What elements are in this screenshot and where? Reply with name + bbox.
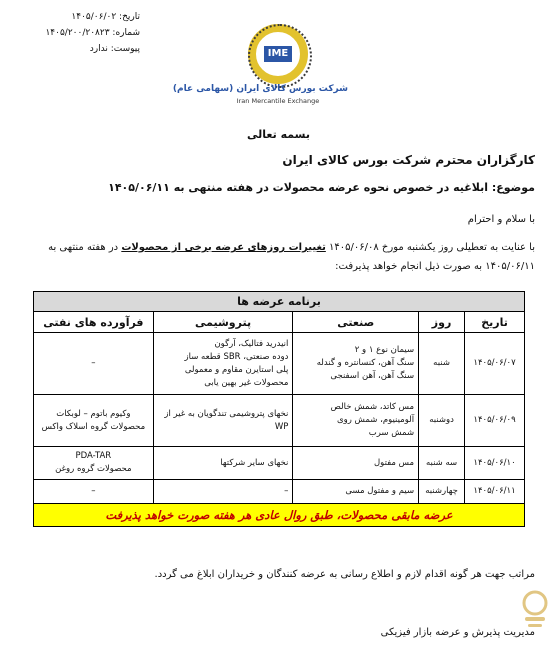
- schedule-row: [34, 333, 525, 395]
- cell-petrochemical-line: انیدرید فتالیک، آرگون: [214, 338, 289, 349]
- letter-meta: [20, 9, 140, 57]
- cell-date: ۱۴۰۵/۰۶/۱۱: [465, 480, 525, 504]
- cell-oil: [34, 395, 154, 447]
- logo-name-fa: شرکت بورس کالای ایران (سهامی عام): [172, 84, 348, 94]
- cell-date: ۱۴۰۵/۰۶/۱۰: [465, 447, 525, 480]
- cell-industrial-line: سنگ آهن، کنسانتره و گندله: [316, 358, 415, 368]
- schedule-title-row: [34, 292, 525, 312]
- logo-mark: IME: [264, 46, 292, 62]
- schedule-title: برنامه عرضه ها: [34, 292, 525, 312]
- cell-industrial-line: سنگ آهن، آهن اسفنجی: [330, 371, 415, 381]
- cell-oil-line: محصولات گروه روغن: [55, 464, 132, 474]
- cell-industrial: [293, 333, 419, 395]
- number-label: شماره:: [112, 28, 140, 38]
- cell-oil-line: PDA-TAR: [75, 451, 112, 461]
- kala-khabar-watermark: [517, 587, 553, 632]
- attachment-value: ندارد: [89, 44, 108, 54]
- schedule-row: [34, 395, 525, 447]
- attachment-label: پیوست:: [110, 44, 140, 54]
- cell-industrial-line: مس مفتول: [374, 457, 415, 468]
- cell-petrochemical: [153, 480, 293, 504]
- cell-petrochemical: [153, 395, 293, 447]
- attachment-row: [20, 41, 140, 57]
- cell-industrial: [293, 447, 419, 480]
- cell-petrochemical: [153, 333, 293, 395]
- schedule-row: [34, 447, 525, 480]
- invocation: بسمه تعالی: [247, 128, 310, 141]
- subject-line: موضوع: ابلاغیه در خصوص نحوه عرضه محصولات در هفته منتهی به ۱۴۰۵/۰۶/۱۱: [108, 181, 535, 194]
- schedule-footer-row: [34, 504, 525, 527]
- logo-name-en: Iran Mercantile Exchange: [236, 97, 320, 105]
- body-line-1: [48, 242, 535, 253]
- cell-industrial-line: شمش سرب: [368, 428, 415, 438]
- cell-industrial-line: آلومینیوم، شمش روی: [336, 415, 415, 425]
- cell-oil-line: محصولات گروه اسلاک واکس: [41, 421, 146, 432]
- cell-date: ۱۴۰۵/۰۶/۰۷: [465, 333, 525, 395]
- cell-petrochemical-line: نخهای سایر شرکتها: [220, 457, 289, 468]
- body-line-1-emphasis: تغییرات روزهای عرضه برخی از محصولات: [121, 242, 326, 253]
- cell-industrial: [293, 480, 419, 504]
- cell-industrial-line: سیم و مفتول مسی: [345, 486, 415, 496]
- cell-petrochemical-line: نخهای پتروشیمی تندگویان به غیر از WP: [164, 408, 289, 432]
- cell-petrochemical-line: –: [284, 486, 289, 496]
- header-day: روز: [419, 312, 465, 333]
- date-row: [20, 9, 140, 25]
- cell-day: چهارشنبه: [419, 480, 465, 504]
- schedule-footer: عرضه مابقی محصولات، طبق روال عادی هر هفته صورت خواهد پذیرفت: [34, 504, 525, 527]
- ime-logo: [172, 24, 348, 106]
- cell-industrial: [293, 395, 419, 447]
- cell-petrochemical-line: دوده صنعتی، SBR قطعه ساز: [184, 351, 289, 362]
- addressee: کارگزاران محترم شرکت بورس کالای ایران: [282, 153, 535, 167]
- date-value: ۱۴۰۵/۰۶/۰۲: [71, 12, 117, 22]
- schedule-row: [34, 480, 525, 504]
- body-line-2: ۱۴۰۵/۰۶/۱۱ به صورت ذیل انجام خواهد پذیرفت:: [335, 261, 535, 272]
- greeting: با سلام و احترام: [467, 214, 535, 225]
- cell-oil: [34, 480, 154, 504]
- cell-industrial-line: مس کاتد، شمش خالص: [330, 402, 415, 412]
- cell-petrochemical: [153, 447, 293, 480]
- schedule-table: [33, 291, 525, 527]
- cell-oil-line: –: [91, 486, 96, 496]
- body-line-1-post: در هفته منتهی به: [48, 242, 119, 253]
- header-date: تاریخ: [465, 312, 525, 333]
- body-line-1-pre: با عنایت به تعطیلی روز یکشنبه مورخ ۱۴۰۵/۰۶/۰۸: [329, 242, 535, 253]
- header-petrochemical: پتروشیمی: [153, 312, 293, 333]
- cell-petrochemical-line: پلی استایرن مقاوم و معمولی: [184, 364, 289, 375]
- cell-day: سه شنبه: [419, 447, 465, 480]
- header-oil: فرآورده های نفتی: [34, 312, 154, 333]
- header-industrial: صنعتی: [293, 312, 419, 333]
- cell-petrochemical-line: محصولات غیر بهین یابی: [204, 377, 289, 388]
- cell-date: ۱۴۰۵/۰۶/۰۹: [465, 395, 525, 447]
- signature-line: مدیریت پذیرش و عرضه بازار فیزیکی: [380, 627, 535, 638]
- cell-oil-line: وکیوم باتوم – لوبکات: [56, 408, 131, 419]
- date-label: تاریخ:: [119, 12, 140, 22]
- number-value: ۱۴۰۵/۲۰۰/۲۰۸۲۳: [45, 28, 110, 38]
- number-row: [20, 25, 140, 41]
- cell-industrial-line: سیمان نوع ۱ و ۲: [354, 345, 415, 355]
- cell-oil-line: –: [91, 358, 96, 368]
- cell-day: شنبه: [419, 333, 465, 395]
- schedule-header-row: [34, 312, 525, 333]
- cell-oil: [34, 447, 154, 480]
- cell-day: دوشنبه: [419, 395, 465, 447]
- schedule-body: [34, 333, 525, 504]
- cell-oil: [34, 333, 154, 395]
- closing-line: مراتب جهت هر گونه اقدام لازم و اطلاع رسانی به عرضه کنندگان و خریداران ابلاغ می گردد.: [154, 569, 535, 580]
